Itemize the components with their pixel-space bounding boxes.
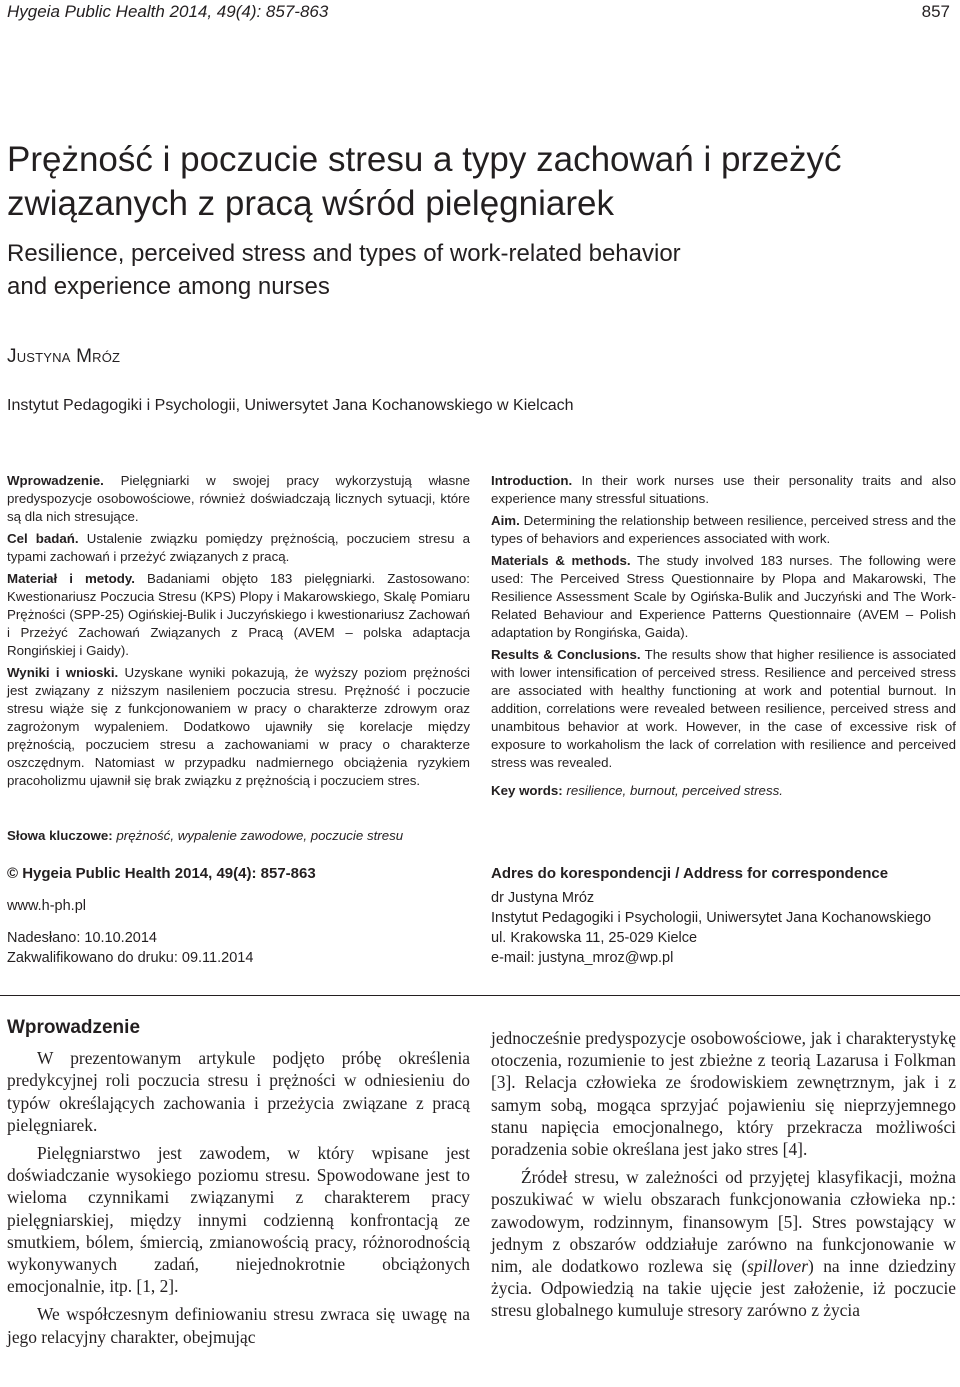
body-paragraph: Pielęgniarstwo jest zawodem, w który wpisane jest doświadczanie wysokiego poziomu stresu. Spowodowane jest to wieloma czynnikami związanymi z charakterem pracy pielęgniarskiej, między innymi codzienną konfrontacją ze smutkiem, bólem, śmiercią, zmianowością pracy, różnorodnością wykonywanych zadań, niejednokrotnie obciążonych emocjonalnie, itp. [1, 2]. [7,1143,470,1297]
abstract-pl-methods: Materiał i metody. Badaniami objęto 183 pielęgniarki. Zastosowano: Kwestionariusz Poczucia Stresu (KPS) Plopy i Makarowskiego, Skalę Pomiaru Prężności (SPP-25) Ogińskiej-Bulik i Juczyńskiego i kwestionariusz Zachowań i Przeżyć Zachowań Związanych z Pracą (AVEM – polska adaptacja Rongińskiej i Gaidy). [7,571,470,658]
abstract-pl-results: Wyniki i wnioski. Uzyskane wyniki pokazują, że wyższy poziom prężności jest związany z niższym nasileniem poczucia stresu. Prężność i poczucie stresu wiąże się z funkcjonowaniem w pracy o charakterze zdrowym oraz zagrożonym wypaleniem. Dodatkowo ujawniły się korelacje między prężnością, poczuciem stresu a zachowaniami w pracy o charakterze oszczędnym. Natomiast w przypadku nadmiernego obciążenia ryzykiem pracoholizmu ujawnił się brak związku z prężnością i poczuciem stres. [7,665,470,788]
body-paragraph: W prezentowanym artykule podjęto próbę określenia predykcyjnej roli poczucia stresu i prężności w odniesieniu do typów określających zachowania i przeżycia związane z pracą pielęgniarek. [7,1048,470,1135]
correspondence-heading: Adres do korespondencji / Address for correspondence [491,865,889,882]
title-english-line1: Resilience, perceived stress and types of work-related behavior [7,240,681,267]
abstract-en-results: Results & Conclusions. The results show that higher resilience is associated with lower intensification of perceived stress. Resilience and perceived stress are associated with healthy functioning at work and potential burnout. In addition, correlations were revealed between resilience, perceived stress and unambitous behavior at work. However, in the case of excessive risk of exposure to workaholism the lack of correlation with resilience and perceived stress was revealed. [491,647,956,770]
keywords-english: Key words: resilience, burnout, perceived stress. [491,783,783,798]
author-affiliation: Instytut Pedagogiki i Psychologii, Uniwersytet Jana Kochanowskiego w Kielcach [7,397,574,414]
journal-info [7,864,316,968]
title-english [7,237,947,303]
correspondence-email-link[interactable]: e-mail: justyna_mroz@wp.pl [491,950,674,966]
abstract-polish [7,472,470,794]
abstract-en-methods: Materials & methods. The study involved 183 nurses. The following were used: The Perceived Stress Questionnaire by Plopa and Makarowski, The Resilience Assessment Scale by Ogińska-Bulik and Juczyński and The Work-Related Behaviour and Experience Patterns Questionnaire (AVEM – Polish adaptation by Rongińska, Gaida). [491,553,956,640]
correspondence-block [491,864,931,968]
body-paragraph: We współczesnym definiowaniu stresu zwraca się uwagę na jego relacyjny charakter, obejmując [7,1304,470,1347]
title-polish [7,138,947,226]
abstract-english [491,472,956,804]
abstract-pl-intro: Wprowadzenie. Pielęgniarki w swojej pracy wykorzystują własne predyspozycje osobowościowe, również doświadczają licznych sytuacji, które są dla nich stresujące. [7,473,470,524]
accepted-date: Zakwalifikowano do druku: 09.11.2014 [7,950,254,966]
author-name: Justyna Mróz [7,346,121,367]
body-column-left [7,1017,470,1354]
section-heading-intro: Wprowadzenie [7,1017,141,1038]
spillover-term: spillover [747,1256,809,1277]
journal-website-link[interactable]: www.h-ph.pl [7,898,86,914]
correspondence-institution: Instytut Pedagogiki i Psychologii, Uniwersytet Jana Kochanowskiego [491,910,932,926]
submitted-date: Nadesłano: 10.10.2014 [7,930,157,946]
keywords-polish [7,828,403,843]
title-polish-line2: związanych z pracą wśród pielęgniarek [7,184,614,223]
journal-citation: © Hygeia Public Health 2014, 49(4): 857-863 [7,865,316,882]
keywords-pl-label: Słowa kluczowe: [7,828,113,843]
title-polish-line1: Prężność i poczucie stresu a typy zachowań i przeżyć [7,140,842,179]
keywords-pl-text: prężność, wypalenie zawodowe, poczucie stresu [116,828,404,843]
abstract-en-intro: Introduction. In their work nurses use their personality traits and also experience many stressful situations. [491,473,956,506]
title-english-line2: and experience among nurses [7,273,330,300]
body-paragraph: jednocześnie predyspozycje osobowościowe, jak i charakterystykę otoczenia, rozumienie to jest zbieżne z teorią Lazarusa i Folkman [3]. Relacja człowieka ze środowiskiem zewnętrznym, jak i z samym sobą, mogąca sprzyjać pojawieniu się nieprzyjemnego stanu napięcia emocjonalnego, który przekracza możliwości poradzenia sobie określana jest jako stres [4]. [491,1028,956,1160]
section-divider [0,995,960,996]
abstract-en-aim: Aim. Determining the relationship between resilience, perceived stress and the types of behaviors and experiences associated with work. [491,513,956,546]
body-column-right [491,1027,956,1328]
running-head: Hygeia Public Health 2014, 49(4): 857-863 [7,2,329,21]
body-paragraph: Źródeł stresu, w zależności od przyjętej klasyfikacji, można poszukiwać w wielu obszarach funkcjonowania człowieka np.: zawodowym, rodzinnym, finansowym [5]. Stres powstający w jednym z obszarów oddziałuje zarówno na funkcjonowanie w nim, ale dodatkowo rozlewa się (spillover) na inne dziedziny życia. Odpowiedzią na takie ujęcie jest założenie, iż poczucie stresu globalnego kumuluje stresory zarówno z życia [491,1167,956,1321]
correspondence-street: ul. Krakowska 11, 25-029 Kielce [491,930,698,946]
abstract-pl-aim: Cel badań. Ustalenie związku pomiędzy prężnością, poczuciem stresu a typami zachowań i przeżyć związanych z pracą. [7,531,470,564]
page-number: 857 [921,2,950,21]
correspondence-name: dr Justyna Mróz [491,890,595,906]
